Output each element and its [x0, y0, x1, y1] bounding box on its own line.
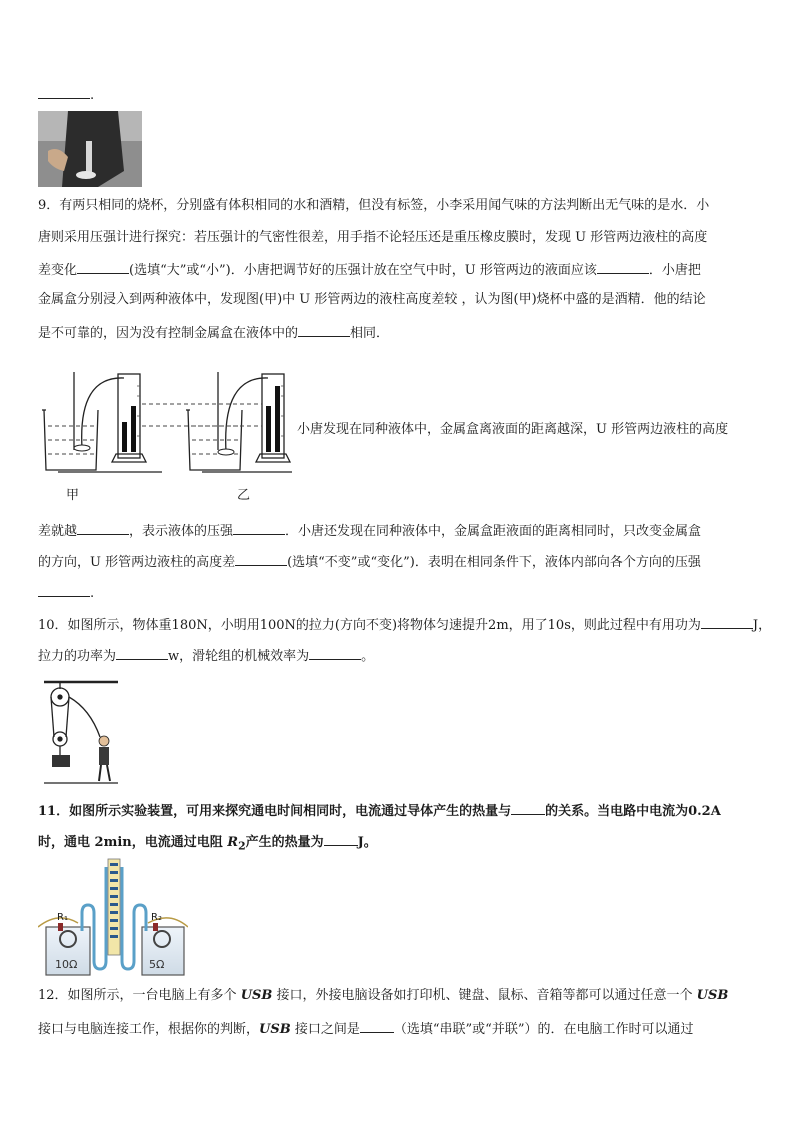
- q11-line-2: 时，通电 2min，电流通过电阻 $R_2$产生的热量为 J。: [38, 831, 377, 857]
- pulley-diagram: [44, 679, 120, 787]
- label-r1: R₁: [57, 912, 68, 923]
- q9-line-1: 9．有两只相同的烧杯，分别盛有体积相同的水和酒精，但没有标签，小李采用闻气味的方法判断出无气味的是水．小: [38, 198, 710, 213]
- answer-blank[interactable]: [511, 800, 545, 815]
- answer-blank[interactable]: [235, 551, 287, 566]
- q9-line-2: 唐则采用压强计进行探究：若压强计的气密性很差，用手指不论轻压还是重压橡皮膜时，发现 U 形管两边液柱的高度: [38, 230, 708, 245]
- q12-line-2: 接口与电脑连接工作，根据你的判断，USB 接口之间是 （选填“串联”或“并联”）的．在电脑工作时可以通过: [38, 1018, 693, 1040]
- answer-blank[interactable]: [116, 645, 168, 660]
- q9-line-4: 金属盒分别浸入到两种液体中，发现图(甲)中 U 形管两边的液柱高度差较 ，认为图(甲)烧杯中盛的是酒精．他的结论: [38, 292, 706, 307]
- label-yi: 乙: [237, 488, 251, 503]
- q10-line-1: 10．如图所示，物体重180N，小明用100N的拉力(方向不变)将物体匀速提升2m，用了10s，则此过程中有用功为 J，: [38, 614, 771, 636]
- answer-blank[interactable]: [38, 582, 90, 597]
- label-jia: 甲: [66, 488, 80, 503]
- prev-answer-line: .: [38, 84, 94, 106]
- answer-blank[interactable]: [233, 520, 285, 535]
- q9-side-text: 小唐发现在同种液体中，金属盒离液面的距离越深，U 形管两边液柱的高度: [297, 422, 729, 437]
- label-5-ohm: 5Ω: [149, 958, 165, 971]
- answer-blank[interactable]: [701, 614, 753, 629]
- answer-blank[interactable]: [77, 520, 129, 535]
- experiment-photo: [38, 111, 142, 187]
- q10-line-2: 拉力的功率为 w，滑轮组的机械效率为 。: [38, 645, 374, 667]
- q9-line-6: 差就越 ，表示液体的压强 ．小唐还发现在同种液体中，金属盒距液面的距离相同时，只改变金属盒: [38, 520, 701, 542]
- manometer-diagram: [38, 366, 294, 478]
- q11-line-1: 11．如图所示实验装置，可用来探究通电时间相同时，电流通过导体产生的热量与 的关系。当电路中电流为0.2A: [38, 800, 721, 822]
- q12-line-1: 12．如图所示，一台电脑上有多个 USB 接口，外接电脑设备如打印机、键盘、鼠标、音箱等都可以通过任意一个 USB: [38, 988, 729, 1003]
- q9-line-5: 是不可靠的，因为没有控制金属盒在液体中的 相同．: [38, 322, 389, 344]
- answer-blank[interactable]: [298, 322, 350, 337]
- answer-blank[interactable]: [38, 84, 90, 99]
- label-10-ohm: 10Ω: [55, 958, 78, 971]
- answer-blank[interactable]: [324, 831, 358, 846]
- answer-blank[interactable]: [597, 259, 649, 274]
- q9-line-8: .: [38, 582, 94, 604]
- answer-blank[interactable]: [309, 645, 361, 660]
- answer-blank[interactable]: [77, 259, 129, 274]
- q9-line-3: 差变化 (选填“大”或“小”)．小唐把调节好的压强计放在空气中时，U 形管两边的液面应该 ．小唐把: [38, 259, 701, 281]
- answer-blank[interactable]: [360, 1018, 394, 1033]
- label-r2: R₂: [151, 912, 162, 923]
- q9-line-7: 的方向，U 形管两边液柱的高度差 (选填“不变”或“变化”)．表明在相同条件下，液体内部向各个方向的压强: [38, 551, 701, 573]
